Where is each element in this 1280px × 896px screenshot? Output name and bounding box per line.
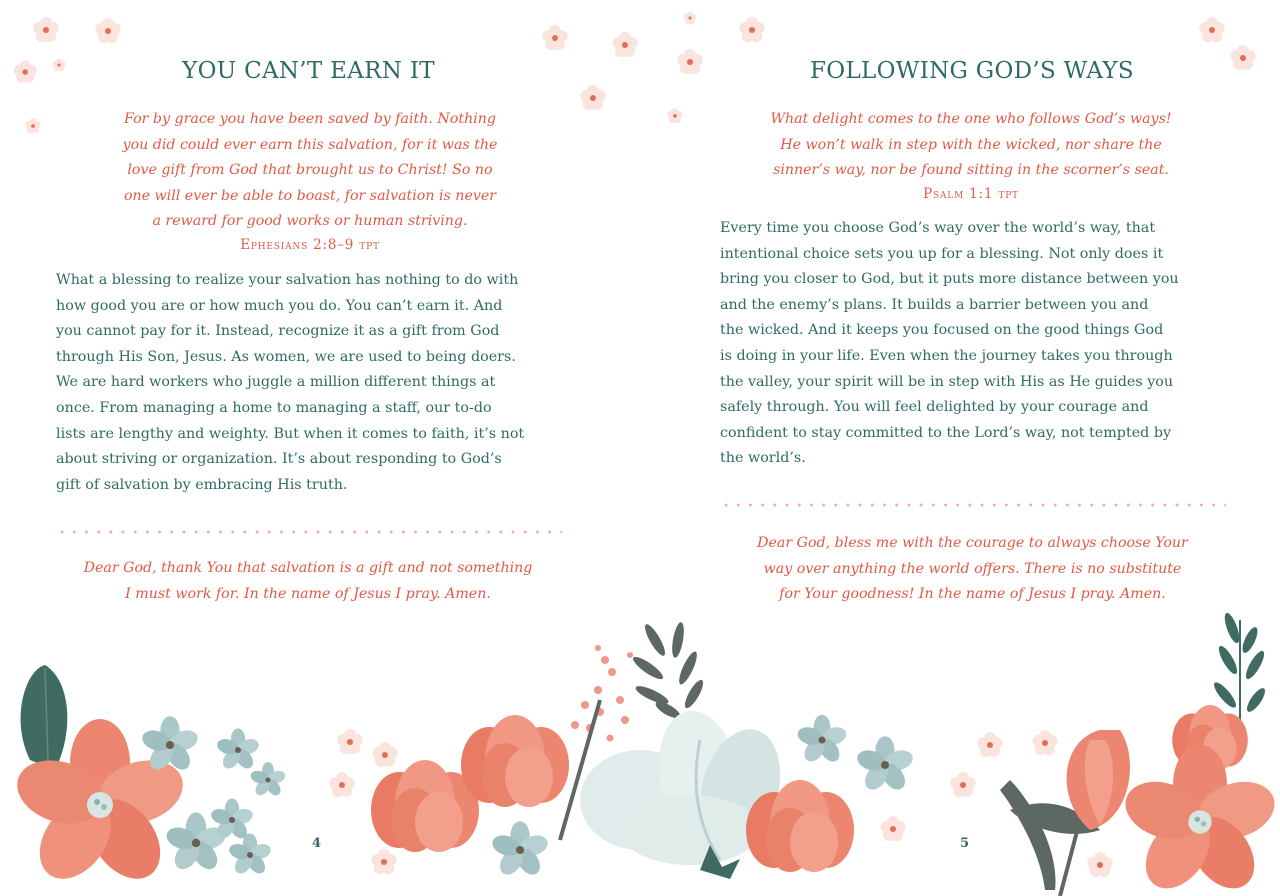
body-line: you cannot pay for it. Instead, recognize it as a gift from God xyxy=(56,323,500,340)
body-line: safely through. You will feel delighted by your courage and xyxy=(720,399,1149,416)
right-page xyxy=(640,0,1280,896)
prayer xyxy=(720,531,1225,608)
body-line: confident to stay committed to the Lord’s way, not tempted by xyxy=(720,424,1172,441)
prayer-line: way over anything the world offers. There is no substitute xyxy=(763,560,1182,577)
scripture-verse xyxy=(736,107,1206,204)
prayer xyxy=(50,556,566,607)
body-line: the world’s. xyxy=(720,450,806,467)
verse-line: sinner’s way, nor be found sitting in the scorner’s seat. xyxy=(773,162,1169,178)
body-line: lists are lengthy and weighty. But when it comes to faith, it’s not xyxy=(56,425,525,442)
body-line: bring you closer to God, but it puts more distance between you xyxy=(720,271,1179,288)
verse-line: For by grace you have been saved by faith. Nothing xyxy=(124,111,496,127)
body-line: Every time you choose God’s way over the world’s way, that xyxy=(720,220,1156,236)
page-title: YOU CAN’T EARN IT xyxy=(182,58,435,84)
body-line: through His Son, Jesus. As women, we are used to being doers. xyxy=(56,348,516,365)
scripture-verse xyxy=(82,107,538,255)
prayer-line: Dear God, bless me with the courage to always choose Your xyxy=(757,535,1188,551)
page-title: FOLLOWING GOD’S WAYS xyxy=(810,58,1134,84)
verse-line: He won’t walk in step with the wicked, nor share the xyxy=(780,136,1162,153)
verse-line: What delight comes to the one who follows God’s ways! xyxy=(770,111,1172,127)
devotional-body xyxy=(720,216,1225,472)
body-line: about striving or organization. It’s about responding to God’s xyxy=(56,451,502,468)
body-line: and the enemy’s plans. It builds a barrier between you and xyxy=(720,296,1149,313)
prayer-line: for Your goodness! In the name of Jesus I pray. Amen. xyxy=(779,586,1166,602)
dotted-divider xyxy=(720,503,1226,507)
body-line: once. From managing a home to managing a staff, our to-do xyxy=(56,399,492,416)
verse-reference: Psalm 1:1 tpt xyxy=(923,185,1019,202)
body-line: What a blessing to realize your salvation has nothing to do with xyxy=(56,272,519,288)
body-line: gift of salvation by embracing His truth. xyxy=(56,476,348,493)
body-line: is doing in your life. Even when the journey takes you through xyxy=(720,347,1173,364)
prayer-line: I must work for. In the name of Jesus I pray. Amen. xyxy=(125,585,491,602)
verse-reference: Ephesians 2:8–9 tpt xyxy=(240,236,380,253)
dotted-divider xyxy=(56,530,562,534)
body-line: the wicked. And it keeps you focused on the good things God xyxy=(720,322,1164,339)
body-line: how good you are or how much you do. You can’t earn it. And xyxy=(56,297,503,314)
body-line: We are hard workers who juggle a million different things at xyxy=(56,374,496,391)
devotional-body xyxy=(56,268,561,498)
verse-line: love gift from God that brought us to Christ! So no xyxy=(127,162,493,178)
page-number: 5 xyxy=(960,836,970,851)
verse-line: you did could ever earn this salvation, for it was the xyxy=(122,136,498,153)
body-line: the valley, your spirit will be in step with His as He guides you xyxy=(720,373,1174,390)
body-line: intentional choice sets you up for a blessing. Not only does it xyxy=(720,245,1164,262)
verse-line: a reward for good works or human striving. xyxy=(152,213,468,229)
prayer-line: Dear God, thank You that salvation is a gift and not something xyxy=(83,560,533,576)
page-number: 4 xyxy=(312,836,322,851)
verse-line: one will ever be able to boast, for salvation is never xyxy=(123,187,497,204)
